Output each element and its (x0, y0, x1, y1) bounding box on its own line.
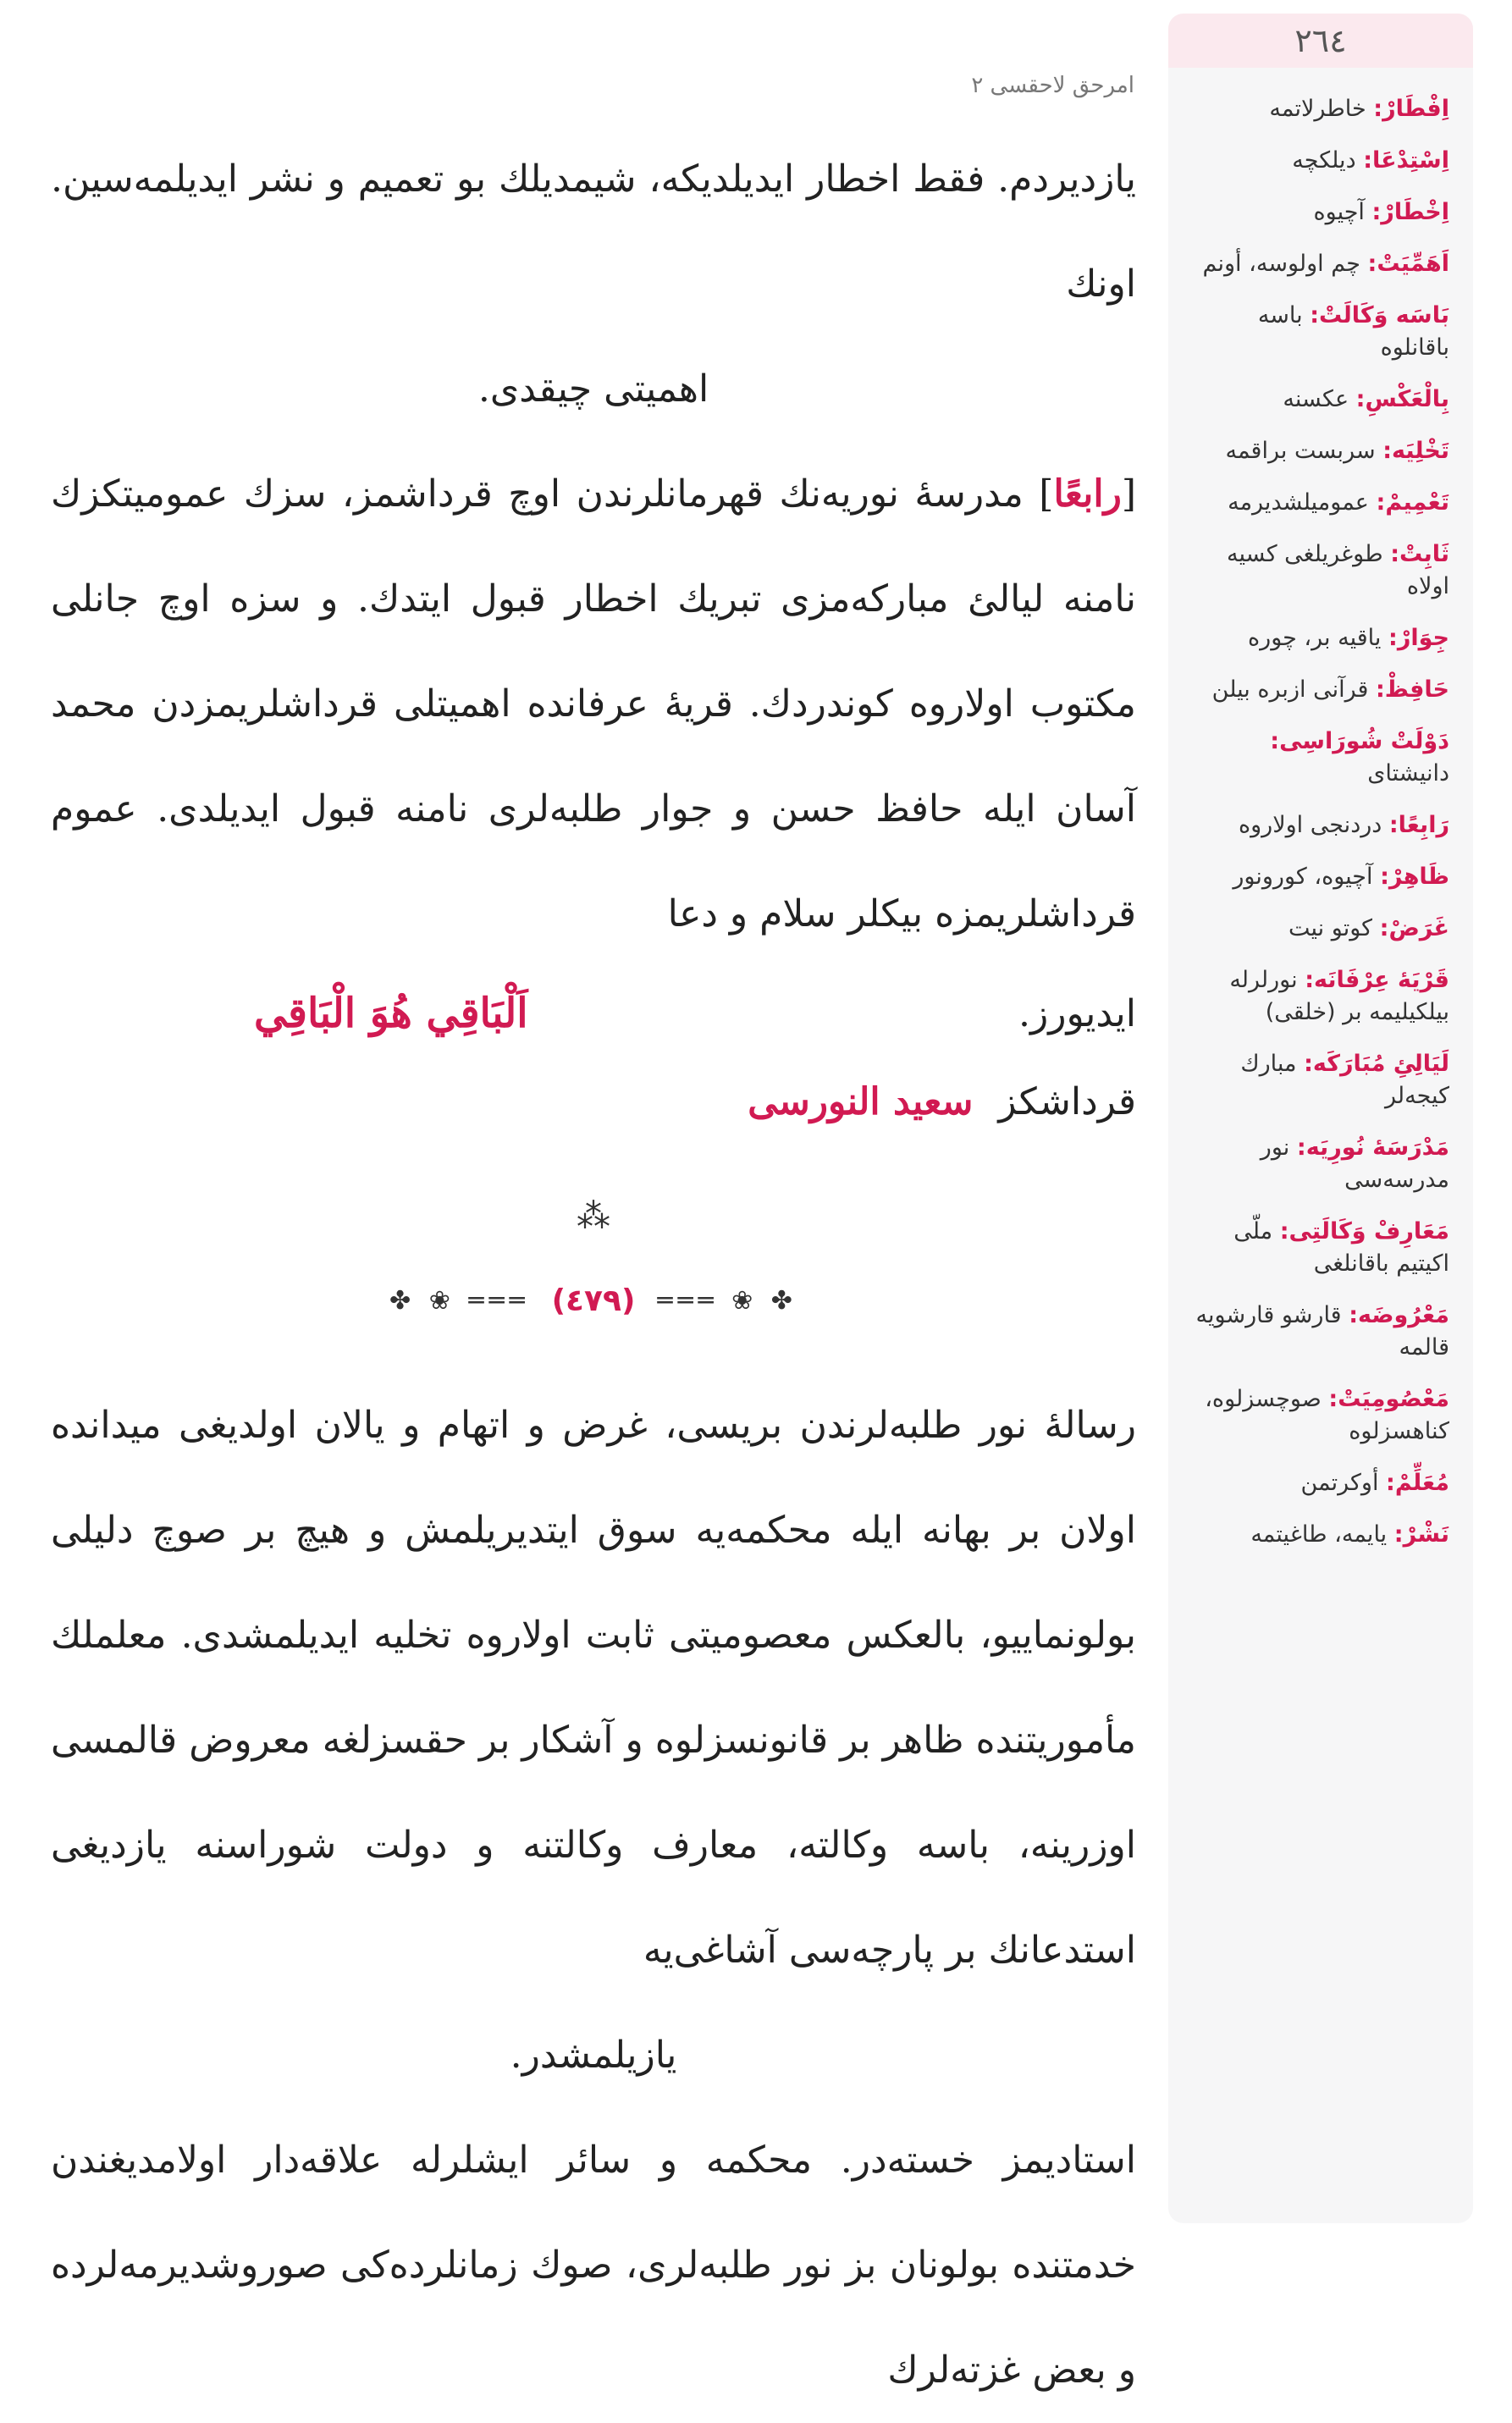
glossary-term: تَخْلِيَه: (1382, 438, 1449, 464)
glossary-term: قَرْيَهٔ عِرْفَانَه: (1305, 967, 1449, 993)
glossary-term: لَيَالِئِ مُبَارَكَه: (1304, 1051, 1449, 1077)
glossary-entry (1185, 384, 1449, 416)
glossary-term: اِفْطَارْ: (1373, 96, 1449, 122)
glossary-entry (1185, 964, 1449, 1029)
glossary-entry (1185, 93, 1449, 125)
glossary-definition: نورلرله بيلكيليمه بر (خلقی) (1229, 967, 1449, 1025)
flourish-icon: ✤ ❀ ═══ (389, 1286, 530, 1316)
glossary-definition: قرآنی ازبره بيلن (1211, 676, 1369, 703)
flourish-icon: ═══ ❀ ✤ (657, 1286, 797, 1316)
glossary-term: مَعَارِفْ وَكَالَتِی: (1279, 1218, 1449, 1245)
glossary-entry (1185, 809, 1449, 842)
paragraph: رسالۀ نور طلبه‌لرندن بريسی، غرض و اتهام و يالان اولديغی ميدانده اولان بر بهانه ايله محكمه‌يه سوق ايتديريلمش و هيچ بر صوچ دليلی بولونماييو، بالعكس معصوميتی ثابت اولاروه تخليه ايديلمشدی. معلملك مأموريتنده ظاهر بر قانونسزلوه و آشكار بر حقسزلغه معروض قالمسی اوزرينه، باسه وكالته، معارف وكالتنه و دولت شوراسنه يازديغی استدعانك بر پارچه‌سی آشاغی‌يه (51, 1404, 1136, 1972)
glossary-term: نَشْرْ: (1393, 1521, 1449, 1548)
glossary-definition: طوغريلغی كسيه اولاه (1227, 541, 1449, 599)
glossary-term: غَرَضْ: (1379, 915, 1449, 941)
glossary-term: بِالْعَكْسِ: (1355, 386, 1449, 412)
glossary-definition: صوچسزلوه، كناهسزلوه (1205, 1386, 1449, 1444)
glossary-entry (1185, 145, 1449, 177)
section-ornament: ⁂ (577, 1197, 610, 1236)
glossary-entry (1185, 861, 1449, 893)
glossary-term: جِوَارْ: (1388, 625, 1449, 651)
glossary-definition: آچيوه (1313, 199, 1365, 225)
closing-prayer: اَلْبَاقِي هُوَ الْبَاقِي (254, 990, 528, 1037)
glossary-definition: باسه باقانلوه (1257, 302, 1449, 361)
glossary-sidebar (1168, 14, 1473, 2223)
glossary-term: اَهَمِّيَتْ: (1367, 251, 1449, 277)
glossary-entry (1185, 1132, 1449, 1196)
glossary-term: دَوْلَتْ شُورَاسِی: (1270, 728, 1449, 754)
glossary-entry (1185, 1048, 1449, 1112)
glossary-entry (1185, 674, 1449, 706)
signature-name: سعيد النورسی (748, 1080, 974, 1123)
glossary-definition: آچيوه، كورونور (1233, 864, 1373, 890)
closing-line (51, 967, 1136, 1060)
glossary-term: رَابِعًا: (1388, 812, 1449, 838)
page-number: ٢٦٤ (1168, 14, 1473, 68)
glossary-term: اِخْطَارْ: (1371, 199, 1449, 225)
main-text (51, 127, 1136, 2423)
glossary-entry (1185, 1300, 1449, 1364)
glossary-entry (1185, 538, 1449, 603)
rabian-label: رابعًا (1053, 472, 1122, 516)
glossary-definition: ياقيه بر، چوره (1248, 625, 1382, 651)
glossary-entry (1185, 622, 1449, 654)
glossary-list (1168, 68, 1473, 1551)
closing-text: ايديورز. (1018, 991, 1136, 1035)
glossary-entry (1185, 1383, 1449, 1448)
running-head: امرحق لاحقسی ٢ (971, 73, 1134, 98)
glossary-definition: مبارك كيجه‌لر (1240, 1051, 1449, 1109)
glossary-entry (1185, 1216, 1449, 1280)
paragraph-end: اهميتی چيقدی. (477, 367, 709, 411)
paragraph: يازديردم. فقط اخطار ايديلديكه، شيمديلك بو تعميم و نشر ايديلمه‌سين. اونك (51, 157, 1136, 306)
glossary-definition: سربست براقمه (1225, 438, 1376, 464)
glossary-definition: خاطرلاتمه (1269, 96, 1366, 122)
glossary-definition: چم اولوسه، أونم (1202, 251, 1360, 277)
glossary-term: مُعَلِّمْ: (1386, 1470, 1449, 1496)
letter-number: (٤٧٩) (551, 1283, 636, 1318)
glossary-term: بَاسَه وَكَالَتْ: (1310, 302, 1449, 328)
glossary-definition: يايمه، طاغيتمه (1250, 1521, 1388, 1548)
glossary-term: اِسْتِدْعَا: (1363, 147, 1449, 174)
signature-label: قرداشكز (998, 1080, 1136, 1123)
glossary-entry (1185, 487, 1449, 519)
glossary-term: مَدْرَسَهٔ نُورِيَه: (1296, 1134, 1449, 1161)
glossary-term: ظَاهِرْ: (1380, 864, 1449, 890)
glossary-definition: عموميلشديرمه (1228, 489, 1369, 516)
glossary-entry (1185, 726, 1449, 790)
glossary-definition: ديلكچه (1292, 147, 1356, 174)
glossary-term: مَعْصُومِيَتْ: (1328, 1386, 1449, 1412)
glossary-definition: نور مدرسه‌سی (1260, 1134, 1449, 1193)
paragraph-end: يازيلمشدر. (510, 2034, 677, 2077)
glossary-entry (1185, 1467, 1449, 1499)
glossary-definition: أوكرتمن (1300, 1470, 1379, 1496)
glossary-definition: عكسنه (1283, 386, 1349, 412)
paragraph-text: مدرسۀ نوريه‌نك قهرمانلرندن اوچ قرداشمز، سزك عموميتكزك نامنه ليالئ مباركه‌مزی تبريك اخطار قبول ايتدك. و سزه اوچ جانلی مكتوب اولاروه كوندردك. قريۀ عرفانده اهميتلی قرداشلريمزدن محمد آسان ايله حافظ حسن و جوار طلبه‌لری نامنه قبول ايديلدی. عموم قرداشلريمزه بيكلر سلام و دعا (51, 472, 1136, 936)
glossary-definition: ملّی اكيتيم باقانلغی (1233, 1218, 1449, 1277)
glossary-term: مَعْرُوضَه: (1349, 1302, 1449, 1328)
signature (51, 1060, 1136, 1145)
glossary-term: تَعْمِيمْ: (1376, 489, 1449, 516)
paragraph: استاديمز خسته‌در. محكمه و سائر ايشلرله علاقه‌دار اولامديغندن خدمتنده بولونان بز نور طلبه‌لری، صوك زمانلرده‌كی صوروشديرمه‌لرده و بعض غزته‌لرك (51, 2139, 1136, 2392)
glossary-definition: كوتو نيت (1289, 915, 1373, 941)
letter-number-banner (51, 1255, 1136, 1348)
glossary-entry (1185, 248, 1449, 280)
glossary-term: حَافِظْ: (1376, 676, 1449, 703)
glossary-definition: دردنجی اولاروه (1239, 812, 1382, 838)
glossary-entry (1185, 913, 1449, 945)
glossary-entry (1185, 435, 1449, 467)
glossary-definition: قارشو قارشويه قالمه (1195, 1302, 1449, 1361)
paragraph-rabian: [رابعًا] مدرسۀ نوريه‌نك قهرمانلرندن اوچ قرداشمز، سزك عموميتكزك نامنه ليالئ مباركه‌مزی تبريك اخطار قبول ايتدك. و سزه اوچ جانلی مكتوب اولاروه كوندردك. قريۀ عرفانده اهميتلی قرداشلريمزدن محمد آسان ايله حافظ حسن و جوار طلبه‌لری نامنه قبول ايديلدی. عموم قرداشلريمزه بيكلر سلام و دعا (51, 472, 1136, 936)
glossary-entry (1185, 300, 1449, 364)
glossary-entry (1185, 1519, 1449, 1551)
glossary-entry (1185, 196, 1449, 229)
glossary-definition: دانيشتای (1367, 760, 1449, 787)
glossary-term: ثَابِتْ: (1390, 541, 1449, 567)
